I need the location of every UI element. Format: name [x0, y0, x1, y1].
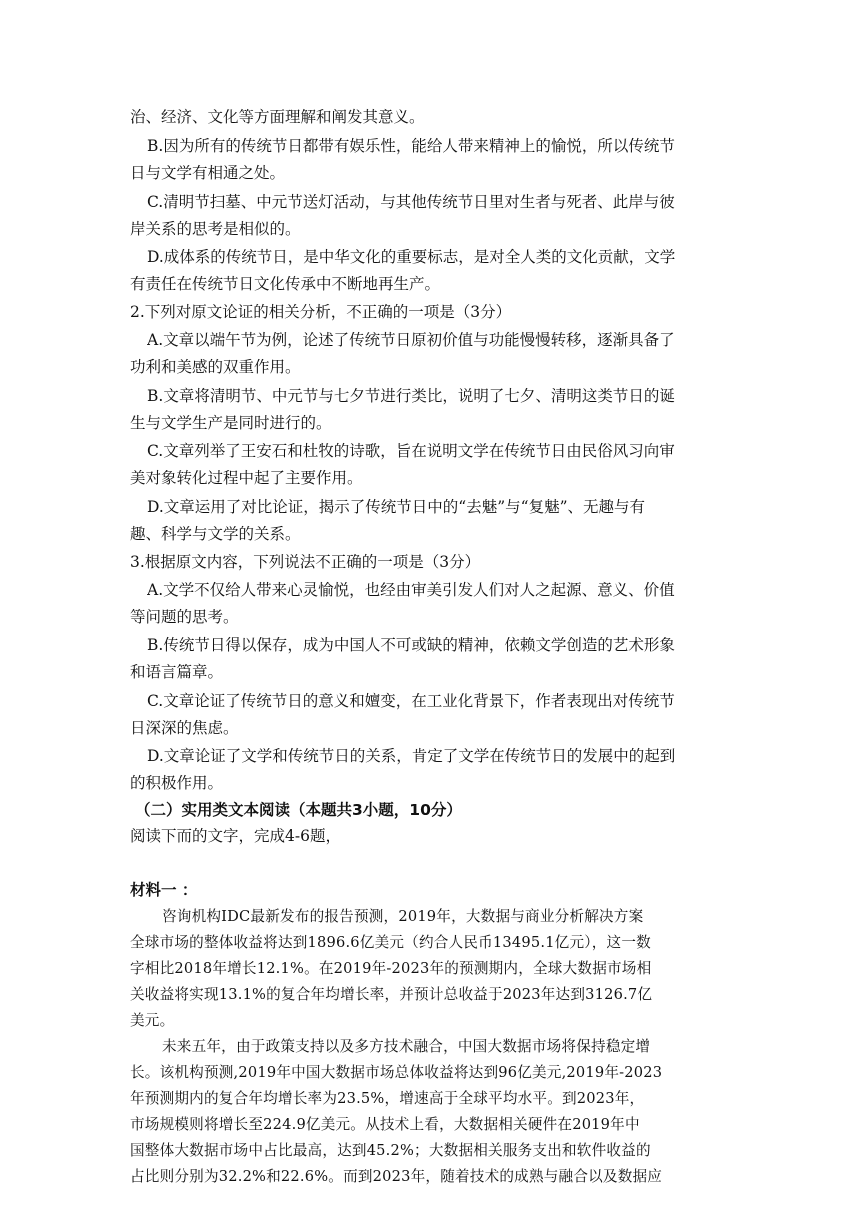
- option-c-line: C.文章论证了传统节日的意义和嬗变，在工业化背景下，作者表现出对传统节: [147, 692, 675, 710]
- material-line: 字相比2018年增长12.1%。在2019年-2023年的预测期内，全球大数据市场相: [130, 960, 652, 977]
- material-line: 市场规模则将增长至224.9亿美元。从技术上看，大数据相关硬件在2019年中: [130, 1116, 640, 1133]
- material-line: 全球市场的整体收益将达到1896.6亿美元（约合人民币13495.1亿元），这一数: [130, 934, 651, 951]
- option-c-line: C.文章列举了王安石和杜牧的诗歌，旨在说明文学在传统节日由民俗风习向审: [147, 442, 675, 460]
- text-line: 有责任在传统节日文化传承中不断地再生产。: [130, 275, 441, 293]
- material-one-heading: 材料一 ：: [130, 881, 198, 899]
- material-line: 咨询机构IDC最新发布的报告预测，2019年，大数据与商业分析解决方案: [162, 908, 644, 925]
- section-heading: （二）实用类文本阅读（本题共3小题，10分）: [135, 801, 462, 819]
- option-a-line: A.文学不仅给人带来心灵愉悦，也经由审美引发人们对人之起源、意义、价值: [147, 581, 675, 599]
- text-line: 功利和美感的双重作用。: [130, 358, 301, 376]
- text-line: 治、经济、文化等方面理解和阐发其意义。: [130, 108, 425, 126]
- text-line: 美对象转化过程中起了主要作用。: [130, 469, 363, 487]
- material-line: 美元。: [130, 1012, 175, 1029]
- option-b-line: B.文章将清明节、中元节与七夕节进行类比，说明了七夕、清明这类节日的诞: [147, 387, 675, 405]
- option-a-line: A.文章以端午节为例，论述了传统节日原初价值与功能慢慢转移，逐渐具备了: [147, 331, 675, 349]
- question-3-stem: 3.根据原文内容，下列说法不正确的一项是（3分）: [130, 553, 481, 571]
- material-line: 占比则分别为32.2%和22.6%。而到2023年，随着技术的成熟与融合以及数据应: [130, 1168, 663, 1185]
- text-line: 趣、科学与文学的关系。: [130, 525, 301, 543]
- text-line: 的积极作用。: [130, 774, 224, 792]
- material-line: 年预测期内的复合年均增长率为23.5%，增速高于全球平均水平。到2023年，: [130, 1090, 645, 1107]
- material-line: 关收益将实现13.1%的复合年均增长率，并预计总收益于2023年达到3126.7亿: [130, 986, 653, 1003]
- option-d-line: D.成体系的传统节日，是中华文化的重要标志，是对全人类的文化贡献，文学: [147, 248, 676, 266]
- text-line: 生与文学生产是同时进行的。: [130, 414, 332, 432]
- text-line: 和语言篇章。: [130, 663, 224, 681]
- text-line: 岸关系的思考是相似的。: [130, 220, 301, 238]
- option-b-line: B.传统节日得以保存，成为中国人不可或缺的精神，依赖文学创造的艺术形象: [147, 636, 675, 654]
- text-line: 等问题的思考。: [130, 608, 239, 626]
- option-d-line: D.文章运用了对比论证，揭示了传统节日中的“去魅”与“复魅”、无趣与有: [147, 498, 646, 516]
- material-line: 长。该机构预测,2019年中国大数据市场总体收益将达到96亿美元,2019年-2023: [130, 1064, 663, 1081]
- text-line: 日深深的焦虑。: [130, 719, 239, 737]
- question-2-stem: 2.下列对原文论证的相关分析，不正确的一项是（3分）: [130, 303, 512, 321]
- text-line: 日与文学有相通之处。: [130, 164, 286, 182]
- material-line: 未来五年，由于政策支持以及多方技术融合，中国大数据市场将保持稳定增: [162, 1038, 651, 1055]
- option-d-line: D.文章论证了文学和传统节日的关系，肯定了文学在传统节日的发展中的起到: [147, 747, 676, 765]
- material-line: 国整体大数据市场中占比最高，达到45.2%；大数据相关服务支出和软件收益的: [130, 1142, 651, 1159]
- option-b-line: B.因为所有的传统节日都带有娱乐性，能给人带来精神上的愉悦，所以传统节: [147, 137, 675, 155]
- instruction-line: 阅读下而的文字，完成4-6题，: [130, 827, 341, 845]
- option-c-line: C.清明节扫墓、中元节送灯活动，与其他传统节日里对生者与死者、此岸与彼: [147, 193, 675, 211]
